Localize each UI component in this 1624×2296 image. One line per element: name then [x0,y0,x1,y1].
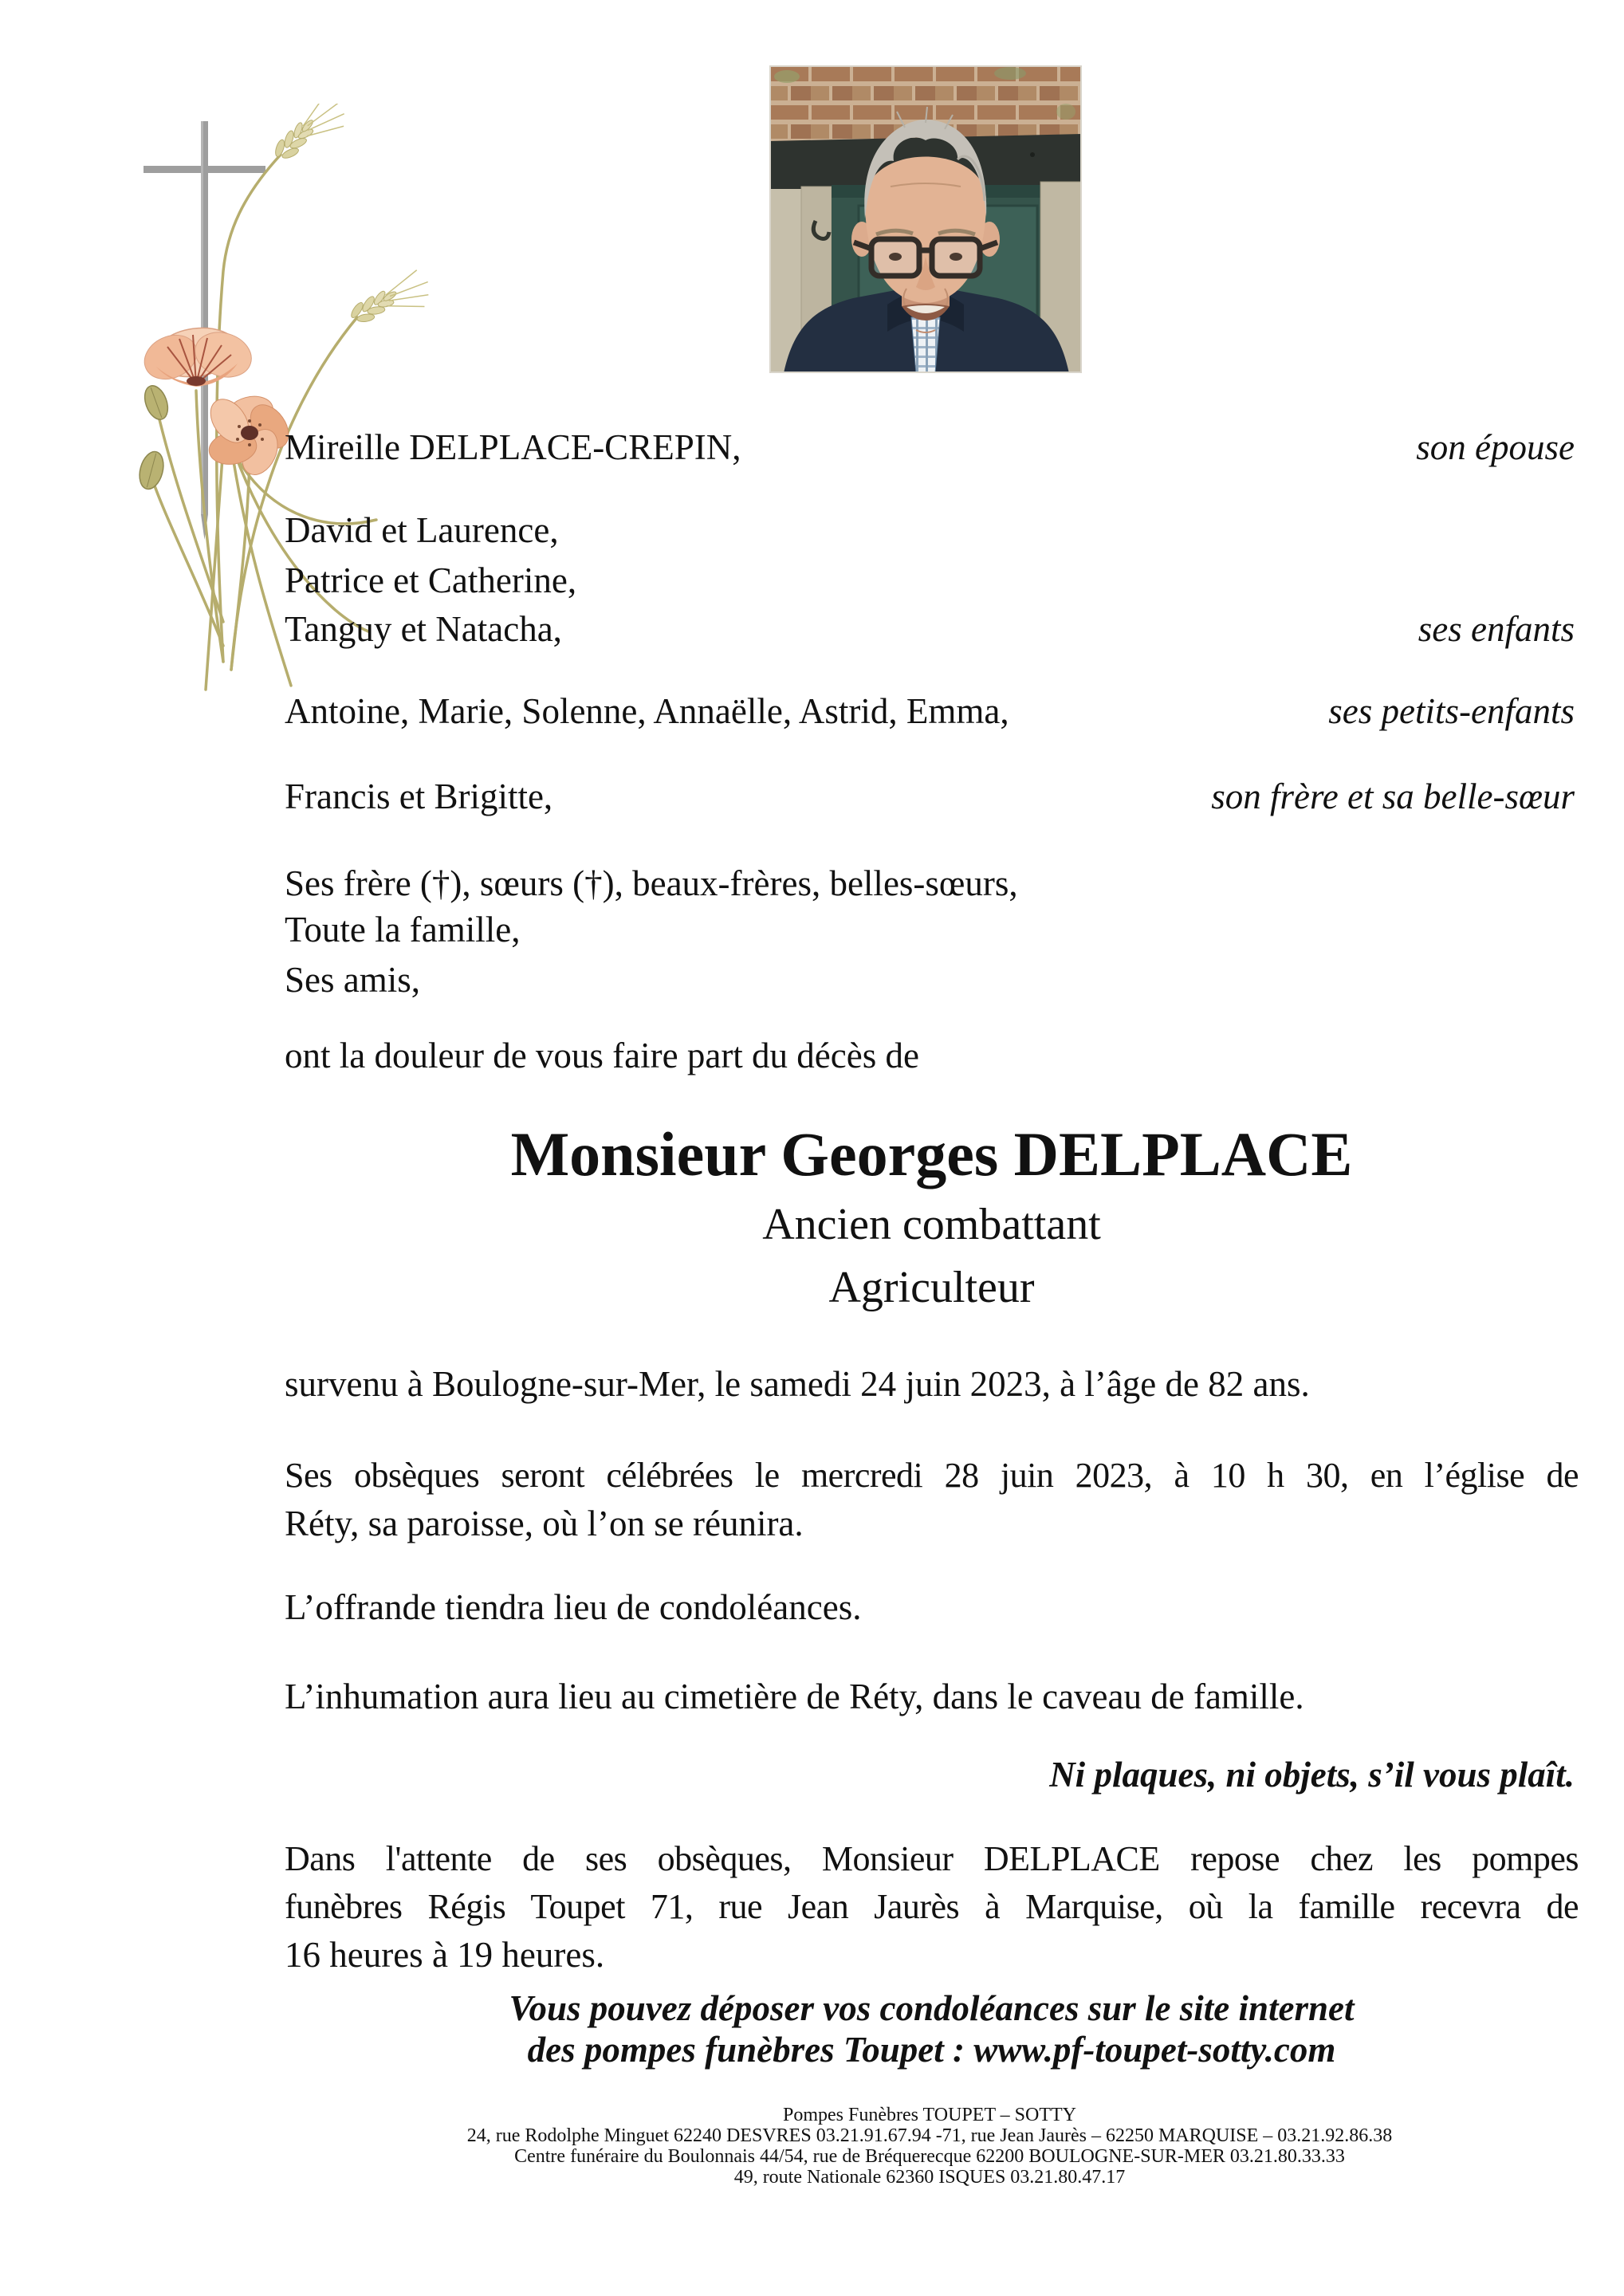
wheat-head [269,104,355,177]
family-others-line-1: Ses frère (†), sœurs (†), beaux-frères, belles-sœurs, [285,863,1018,903]
spouse-names-line: Mireille DELPLACE-CREPIN, [285,427,741,467]
siblings-relation-label: son frère et sa belle-sœur [1211,776,1575,816]
footer-address-line-2: Centre funéraire du Boulonnais 44/54, rue de Bréquerecque 62200 BOULOGNE-SUR-MER 03.21.80.33.33 [514,2146,1345,2167]
repose-paragraph-line-3: 16 heures à 19 heures. [285,1935,605,1975]
burial-line: L’inhumation aura lieu au cimetière de Réty, dans le caveau de famille. [285,1677,1304,1716]
death-details-line: survenu à Boulogne-sur-Mer, le samedi 24 juin 2023, à l’âge de 82 ans. [285,1364,1310,1404]
grandchildren-relation-label: ses petits-enfants [1328,691,1575,731]
poppy-bud [136,449,167,492]
no-plaques-request-line: Ni plaques, ni objets, s’il vous plaît. [1049,1755,1575,1795]
deceased-title-veteran: Ancien combattant [762,1200,1101,1249]
poppy-flower [137,323,257,387]
grandchildren-line: Antoine, Marie, Solenne, Annaëlle, Astrid, Emma, [285,691,1009,731]
deceased-title-farmer: Agriculteur [828,1263,1035,1312]
repose-paragraph-line-1: Dans l'attente de ses obsèques, Monsieur DELPLACE repose chez les pompes [285,1839,1579,1878]
condolences-website-line-1: Vous pouvez déposer vos condoléances sur le site internet [509,1988,1355,2028]
announcement-intro: ont la douleur de vous faire part du décès de [285,1036,919,1075]
children-line-3: Tanguy et Natacha, [285,609,562,649]
deceased-name: Monsieur Georges DELPLACE [510,1119,1353,1189]
children-line-1: David et Laurence, [285,510,559,550]
offering-line: L’offrande tiendra lieu de condoléances. [285,1587,862,1627]
spouse-relation-label: son épouse [1416,427,1575,467]
condolences-website-line-2: des pompes funèbres Toupet : www.pf-toupet-sotty.com [527,2030,1336,2070]
footer-address-line-3: 49, route Nationale 62360 ISQUES 03.21.80.47.17 [733,2167,1126,2188]
children-relation-label: ses enfants [1418,609,1575,649]
footer-company-name: Pompes Funèbres TOUPET – SOTTY [782,2105,1076,2125]
family-others-line-2: Toute la famille, [285,910,521,949]
footer-address-line-1: 24, rue Rodolphe Minguet 62240 DESVRES 03.21.91.67.94 -71, rue Jean Jaurès – 62250 MARQUISE – 03.21.92.86.38 [466,2125,1393,2146]
funeral-paragraph-line-2: Réty, sa paroisse, où l’on se réunira. [285,1504,804,1543]
poppy-bud [140,383,171,423]
wheat-head [345,265,438,343]
family-others-line-3: Ses amis, [285,960,421,1000]
children-line-2: Patrice et Catherine, [285,560,577,600]
funeral-paragraph-line-1: Ses obsèques seront célébrées le mercredi 28 juin 2023, à 10 h 30, en l’église de [285,1456,1579,1495]
siblings-line: Francis et Brigitte, [285,776,553,816]
repose-paragraph-line-2: funèbres Régis Toupet 71, rue Jean Jaurès à Marquise, où la famille recevra de [285,1887,1579,1926]
portrait-photo [769,65,1082,373]
